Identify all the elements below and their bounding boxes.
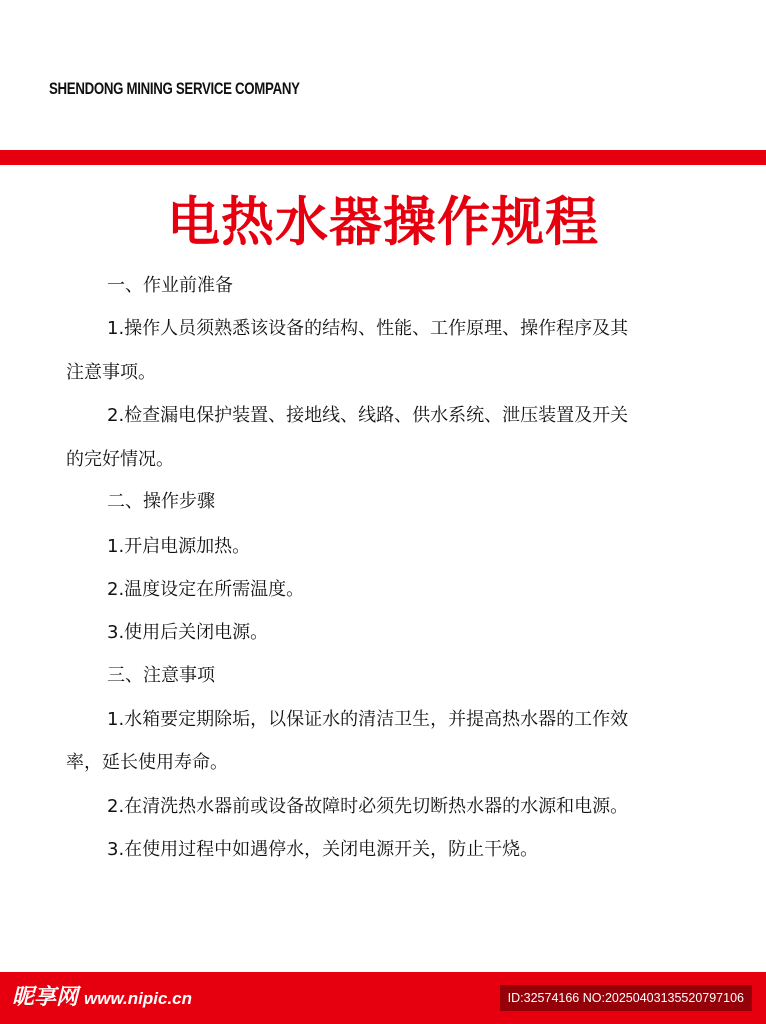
notes-item-1-line-1: 1.水箱要定期除垢，以保证水的清洁卫生，并提高热水器的工作效 xyxy=(107,709,629,730)
section-heading-preparation: 一、作业前准备 xyxy=(107,275,233,296)
top-red-bar xyxy=(0,150,766,165)
watermark-logo xyxy=(12,984,192,1013)
page-title: 电热水器操作规程 xyxy=(167,192,599,253)
company-name: SHENDONG MINING SERVICE COMPANY xyxy=(49,79,300,98)
logo-text: 昵享网 xyxy=(12,985,79,1010)
image-id-badge: ID:32574166 NO:20250403135520797106 xyxy=(500,985,752,1011)
prep-item-2-line-1: 2.检查漏电保护装置、接地线、线路、供水系统、泄压装置及开关 xyxy=(107,405,629,426)
notes-item-1-line-2: 率，延长使用寿命。 xyxy=(66,752,228,773)
section-heading-steps: 二、操作步骤 xyxy=(107,491,215,512)
notes-item-2: 2.在清洗热水器前或设备故障时必须先切断热水器的水源和电源。 xyxy=(107,796,629,817)
notes-item-3: 3.在使用过程中如遇停水，关闭电源开关，防止干烧。 xyxy=(107,839,539,860)
bottom-red-bar xyxy=(0,972,766,1024)
section-heading-notes: 三、注意事项 xyxy=(107,665,215,686)
prep-item-2-line-2: 的完好情况。 xyxy=(66,449,174,470)
steps-item-3: 3.使用后关闭电源。 xyxy=(107,622,269,643)
steps-item-1: 1.开启电源加热。 xyxy=(107,536,251,557)
logo-url[interactable]: www.nipic.cn xyxy=(84,989,193,1008)
prep-item-1-line-1: 1.操作人员须熟悉该设备的结构、性能、工作原理、操作程序及其 xyxy=(107,318,629,339)
steps-item-2: 2.温度设定在所需温度。 xyxy=(107,579,305,600)
prep-item-1-line-2: 注意事项。 xyxy=(66,362,156,383)
